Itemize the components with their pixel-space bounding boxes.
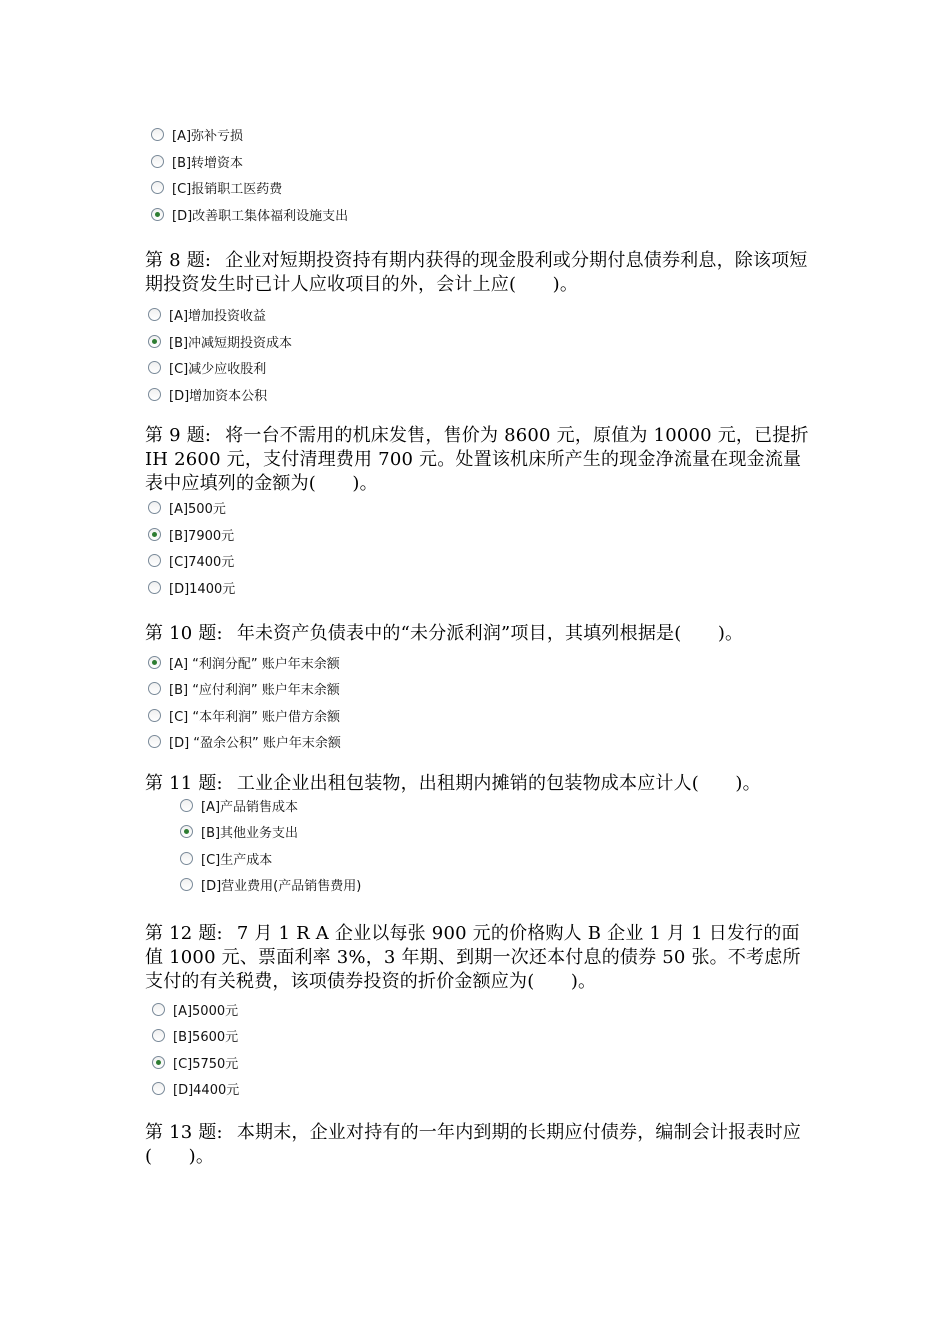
question-number: 第 9 题: (145, 425, 212, 446)
question-number: 第 10 题: (145, 623, 223, 644)
question-body: 本期末，企业对持有的一年内到期的长期应付债券，编制会计报表时应( )。 (145, 1122, 802, 1167)
option-label: [B]冲减短期投资成本 (169, 335, 293, 351)
question-body: 企业对短期投资持有期内获得的现金股利或分期付息债券利息，除该项短期投资发生时已计人应收项目的外，会计上应( )。 (145, 250, 808, 295)
question-text (145, 622, 810, 646)
radio-icon[interactable] (151, 128, 164, 141)
q11-option-c[interactable] (180, 848, 272, 868)
option-label: [C]减少应收股利 (169, 361, 267, 377)
question-number: 第 8 题: (145, 250, 212, 271)
q12-option-b[interactable] (152, 1025, 238, 1045)
q12-option-a[interactable] (152, 999, 238, 1019)
option-label: [C]报销职工医药费 (172, 181, 283, 197)
q7-option-b[interactable] (151, 151, 243, 171)
radio-icon[interactable] (152, 1029, 165, 1042)
radio-selected-icon[interactable] (180, 825, 193, 838)
q10-option-a[interactable] (148, 652, 340, 672)
option-label: [D]营业费用(产品销售费用) (201, 878, 362, 894)
option-label: [C] “本年利润” 账户借方余额 (169, 709, 340, 725)
radio-selected-icon[interactable] (152, 1056, 165, 1069)
radio-selected-icon[interactable] (151, 208, 164, 221)
radio-icon[interactable] (148, 735, 161, 748)
question-number: 第 13 题: (145, 1122, 223, 1143)
option-label: [C]7400元 (169, 554, 235, 570)
q11-option-b[interactable] (180, 821, 298, 841)
question-text (145, 772, 810, 796)
q8-option-a[interactable] (148, 304, 266, 324)
radio-selected-icon[interactable] (148, 335, 161, 348)
option-label: [A]500元 (169, 501, 226, 517)
question-body: 将一台不需用的机床发售，售价为 8600 元，原值为 10000 元，已提折 IH 2600 元，支付清理费用 700 元。处置该机床所产生的现金净流量在现金流量表中应填列的金额为( )。 (145, 425, 809, 494)
option-label: [C]生产成本 (201, 852, 273, 868)
option-label: [B] “应付利润” 账户年末余额 (169, 682, 340, 698)
question-text (145, 922, 810, 994)
q7-option-a[interactable] (151, 124, 243, 144)
question-text (145, 249, 810, 297)
option-label: [B]5600元 (173, 1029, 239, 1045)
q7-option-c[interactable] (151, 177, 282, 197)
option-label: [B]7900元 (169, 528, 235, 544)
q7-option-d[interactable] (151, 204, 348, 224)
q12-option-c[interactable] (152, 1052, 238, 1072)
option-label: [A] “利润分配” 账户年末余额 (169, 656, 340, 672)
q11-option-d[interactable] (180, 874, 361, 894)
radio-icon[interactable] (148, 554, 161, 567)
option-label: [A]5000元 (173, 1003, 239, 1019)
question-body: 7 月 1 R A 企业以每张 900 元的价格购人 B 企业 1 月 1 日发行的面值 1000 元、票面利率 3%，3 年期、到期一次还本付息的债券 50 张。不考虑所支付的有关税费，该项债券投资的折价金额应为( )。 (145, 923, 801, 992)
radio-icon[interactable] (148, 581, 161, 594)
radio-icon[interactable] (151, 181, 164, 194)
q8-option-d[interactable] (148, 384, 267, 404)
q9-option-d[interactable] (148, 577, 235, 597)
radio-icon[interactable] (148, 308, 161, 321)
option-label: [A]增加投资收益 (169, 308, 267, 324)
q9-option-b[interactable] (148, 524, 234, 544)
radio-icon[interactable] (148, 388, 161, 401)
q10-option-d[interactable] (148, 731, 341, 751)
radio-icon[interactable] (148, 682, 161, 695)
q9-option-c[interactable] (148, 550, 234, 570)
q11-option-a[interactable] (180, 795, 298, 815)
option-label: [A]产品销售成本 (201, 799, 299, 815)
radio-icon[interactable] (152, 1003, 165, 1016)
radio-selected-icon[interactable] (148, 528, 161, 541)
option-label: [D]4400元 (173, 1082, 240, 1098)
option-label: [B]其他业务支出 (201, 825, 299, 841)
question-body: 工业企业出租包装物，出租期内摊销的包装物成本应计人( )。 (236, 773, 761, 794)
q8-option-b[interactable] (148, 331, 292, 351)
question-text (145, 1121, 810, 1169)
q8-option-c[interactable] (148, 357, 266, 377)
radio-selected-icon[interactable] (148, 656, 161, 669)
option-label: [D]1400元 (169, 581, 236, 597)
radio-icon[interactable] (148, 361, 161, 374)
option-label: [B]转增资本 (172, 155, 244, 171)
radio-icon[interactable] (148, 501, 161, 514)
q10-option-c[interactable] (148, 705, 340, 725)
question-text (145, 424, 810, 496)
radio-icon[interactable] (180, 852, 193, 865)
q12-option-d[interactable] (152, 1078, 239, 1098)
option-label: [C]5750元 (173, 1056, 239, 1072)
question-number: 第 12 题: (145, 923, 223, 944)
option-label: [D] “盈余公积” 账户年末余额 (169, 735, 341, 751)
option-label: [D]改善职工集体福利设施支出 (172, 208, 349, 224)
radio-icon[interactable] (151, 155, 164, 168)
radio-icon[interactable] (152, 1082, 165, 1095)
question-number: 第 11 题: (145, 773, 223, 794)
q9-option-a[interactable] (148, 497, 226, 517)
q10-option-b[interactable] (148, 678, 340, 698)
question-body: 年未资产负债表中的“未分派利润”项目，其填列根据是( )。 (236, 623, 744, 644)
option-label: [A]弥补亏损 (172, 128, 244, 144)
option-label: [D]增加资本公积 (169, 388, 268, 404)
radio-icon[interactable] (180, 799, 193, 812)
radio-icon[interactable] (148, 709, 161, 722)
radio-icon[interactable] (180, 878, 193, 891)
